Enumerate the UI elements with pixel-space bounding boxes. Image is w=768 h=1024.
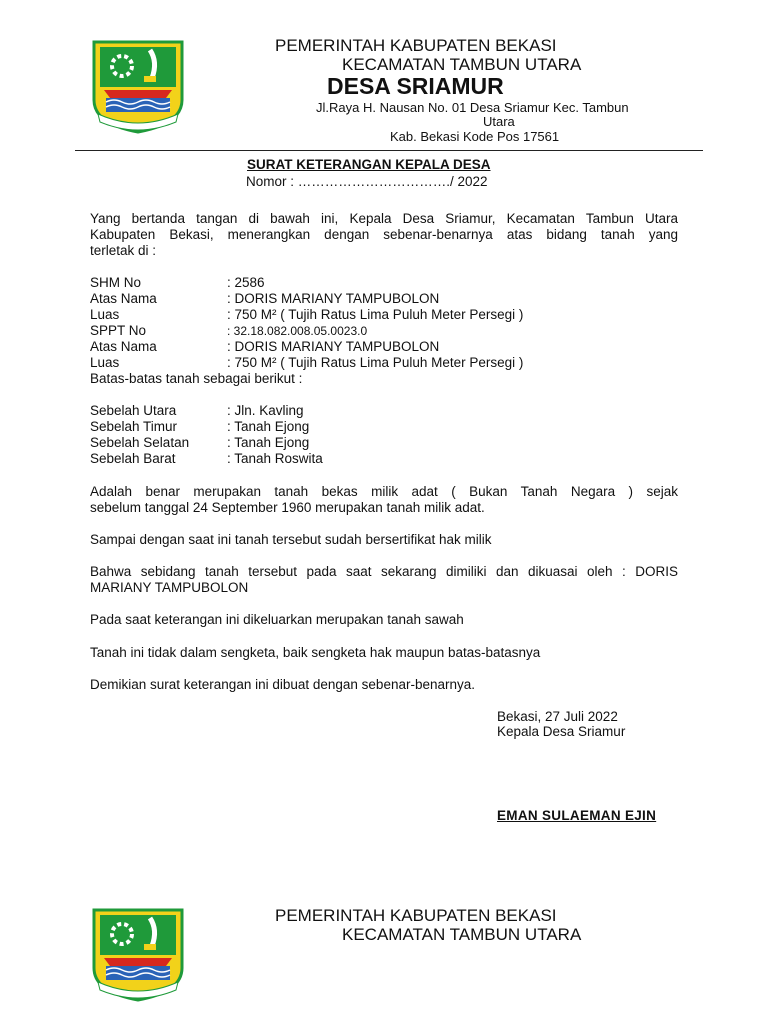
address-line-1: Jl.Raya H. Nausan No. 01 Desa Sriamur Kec. Tambun <box>316 100 629 115</box>
letter-number: Nomor : ……………………………./ 2022 <box>246 174 488 189</box>
detail-value: : 32.18.082.008.05.0023.0 <box>227 324 368 338</box>
header2-line-1: PEMERINTAH KABUPATEN BEKASI <box>275 906 557 925</box>
detail-value: : 750 M² ( Tujih Ratus Lima Puluh Meter Persegi ) <box>227 355 524 370</box>
detail-label: Atas Nama <box>90 339 157 354</box>
detail-value: : DORIS MARIANY TAMPUBOLON <box>227 339 440 354</box>
header-line-2: KECAMATAN TAMBUN UTARA <box>342 55 582 74</box>
detail-value: : 750 M² ( Tujih Ratus Lima Puluh Meter Persegi ) <box>227 307 524 322</box>
intro-line: terletak di : <box>90 243 157 258</box>
boundary-value: : Jln. Kavling <box>227 403 304 418</box>
paragraph-dikuasai <box>90 564 678 596</box>
paragraph-line: Bahwa sebidang tanah tersebut pada saat sekarang dimiliki dan dikuasai oleh : DORIS <box>90 564 678 579</box>
address-line-2: Utara <box>483 114 515 129</box>
boundary-label: Sebelah Selatan <box>90 435 190 450</box>
paragraph-demikian: Demikian surat keterangan ini dibuat dengan sebenar-benarnya. <box>90 677 476 692</box>
paragraph-sertifikat: Sampai dengan saat ini tanah tersebut sudah bersertifikat hak milik <box>90 532 492 547</box>
signatory-name: EMAN SULAEMAN EJIN <box>497 808 657 823</box>
detail-label: Luas <box>90 307 120 322</box>
paragraph-sawah: Pada saat keterangan ini dikeluarkan merupakan tanah sawah <box>90 612 464 627</box>
boundary-label: Sebelah Barat <box>90 451 176 466</box>
signature-place-date: Bekasi, 27 Juli 2022 <box>497 709 618 724</box>
emblem-logo <box>80 906 196 1004</box>
address-line-3: Kab. Bekasi Kode Pos 17561 <box>390 129 560 144</box>
paragraph-line: sebelum tanggal 24 September 1960 merupakan tanah milik adat. <box>90 500 485 515</box>
detail-label: Luas <box>90 355 120 370</box>
detail-label: SPPT No <box>90 323 147 338</box>
intro-line: Kabupaten Bekasi, menerangkan dengan sebenar-benarnya atas bidang tanah yang <box>90 227 678 242</box>
detail-value: : DORIS MARIANY TAMPUBOLON <box>227 291 440 306</box>
boundary-value: : Tanah Ejong <box>227 419 310 434</box>
signature-position: Kepala Desa Sriamur <box>497 724 626 739</box>
emblem-logo <box>80 38 196 136</box>
paragraph-line: MARIANY TAMPUBOLON <box>90 580 249 595</box>
boundary-label: Sebelah Timur <box>90 419 178 434</box>
detail-value: : 2586 <box>227 275 265 290</box>
intro-paragraph <box>90 211 678 259</box>
boundary-value: : Tanah Ejong <box>227 435 310 450</box>
boundary-value: : Tanah Roswita <box>227 451 323 466</box>
village-title: DESA SRIAMUR <box>327 73 504 99</box>
boundary-label: Sebelah Utara <box>90 403 177 418</box>
header2-line-2: KECAMATAN TAMBUN UTARA <box>342 925 582 944</box>
header-line-1: PEMERINTAH KABUPATEN BEKASI <box>275 36 557 55</box>
intro-line: Yang bertanda tangan di bawah ini, Kepala Desa Sriamur, Kecamatan Tambun Utara <box>90 211 678 226</box>
batas-intro: Batas-batas tanah sebagai berikut : <box>90 371 303 386</box>
paragraph-adat <box>90 484 678 516</box>
paragraph-sengketa: Tanah ini tidak dalam sengketa, baik sengketa hak maupun batas-batasnya <box>90 645 541 660</box>
detail-label: Atas Nama <box>90 291 157 306</box>
detail-label: SHM No <box>90 275 142 290</box>
paragraph-line: Adalah benar merupakan tanah bekas milik adat ( Bukan Tanah Negara ) sejak <box>90 484 678 499</box>
letter-title: SURAT KETERANGAN KEPALA DESA <box>247 157 491 172</box>
header-divider <box>75 150 703 151</box>
